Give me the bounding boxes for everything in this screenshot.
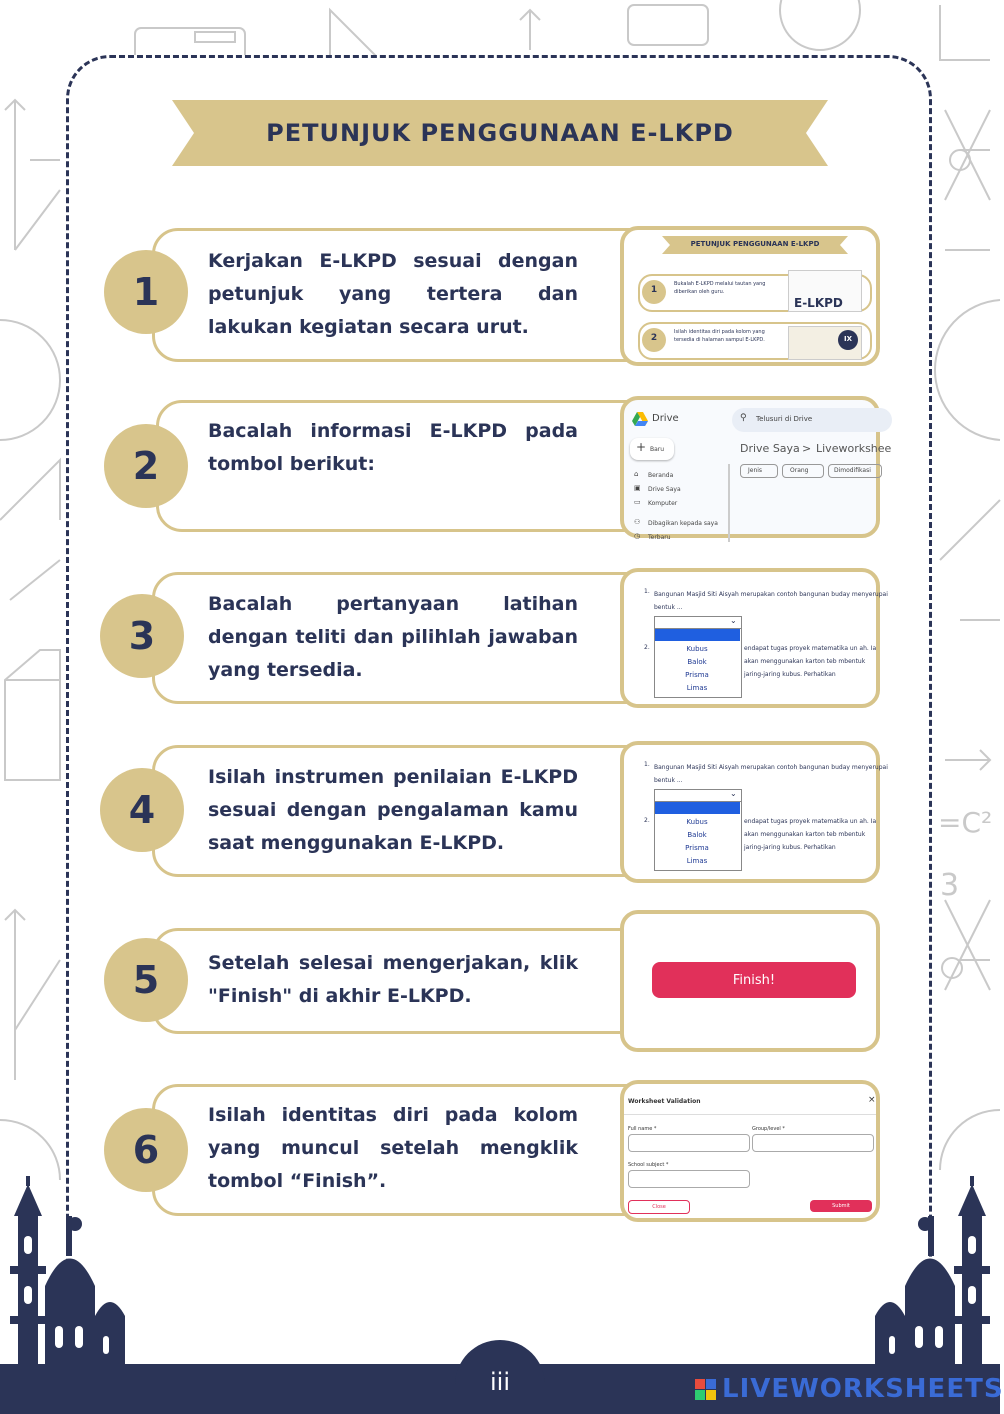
step-4-screenshot: [620, 741, 888, 883]
drive-breadcrumb-separator: >: [802, 442, 812, 455]
step-5-screenshot: [620, 910, 880, 1052]
question-1-number: 1.: [644, 761, 650, 768]
drive-search-placeholder: Telusuri di Drive: [756, 415, 813, 423]
page-title: PETUNJUK PENGGUNAAN E-LKPD: [266, 119, 734, 147]
option-limas[interactable]: Limas: [686, 857, 708, 865]
full-name-label: Full name *: [628, 1126, 657, 1132]
step-3-text: Bacalah pertanyaan latihan dengan teliti dan pilihlah jawaban yang tersedia.: [208, 593, 578, 681]
mini-item-2-badge: IX: [843, 335, 852, 343]
drive-breadcrumb-root[interactable]: Drive Saya: [740, 442, 800, 455]
step-3-number: 3: [100, 594, 184, 678]
filter-orang-label: Orang: [790, 467, 809, 474]
dropdown-highlight: [655, 629, 740, 641]
mosque-right-silhouette: [875, 1176, 1000, 1376]
school-subject-label: School subject *: [628, 1162, 669, 1168]
drive-nav-beranda[interactable]: Beranda: [648, 472, 674, 479]
drive-app-name: Drive: [652, 413, 679, 424]
computer-icon: ▭: [634, 498, 641, 506]
step-4-number: 4: [100, 768, 184, 852]
recent-icon: ◷: [634, 532, 641, 540]
step-1-number: 1: [104, 250, 188, 334]
chevron-down-icon: ⌄: [730, 616, 737, 625]
full-name-field[interactable]: [628, 1134, 750, 1152]
option-balok[interactable]: Balok: [687, 658, 707, 666]
svg-text:=C²: =C²: [938, 806, 993, 839]
step-4-text: Isilah instrumen penilaian E-LKPD sesuai dengan pengalaman kamu saat menggunakan E-LKPD.: [208, 766, 578, 854]
filter-dimodifikasi-label: Dimodifikasi: [834, 467, 871, 474]
drive-sidebar-scrollbar[interactable]: [728, 464, 730, 542]
question-2-number: 2.: [644, 817, 650, 824]
question-1-number: 1.: [644, 588, 650, 595]
option-kubus[interactable]: Kubus: [686, 818, 708, 826]
mini-item-2-number: 2: [650, 333, 658, 343]
step-5-text: Setelah selesai mengerjakan, klik "Finish" di akhir E-LKPD.: [208, 952, 578, 1007]
page-number: iii: [455, 1340, 545, 1414]
shared-icon: ⚇: [634, 518, 641, 526]
step-6-screenshot: [620, 1080, 880, 1222]
option-balok[interactable]: Balok: [687, 831, 707, 839]
drive-nav-drive-saya[interactable]: Drive Saya: [648, 486, 681, 493]
drive-nav-recent[interactable]: Terbaru: [648, 534, 671, 541]
step-6-text: Isilah identitas diri pada kolom yang muncul setelah mengklik tombol “Finish”.: [208, 1104, 578, 1192]
option-kubus[interactable]: Kubus: [686, 645, 708, 653]
drive-icon: ▣: [634, 484, 641, 492]
svg-text:3: 3: [940, 868, 960, 903]
step-2-screenshot: [620, 396, 892, 541]
step-1-screenshot: [620, 226, 880, 366]
drive-nav-komputer[interactable]: Komputer: [648, 500, 678, 507]
mini-item-1-badge: E-LKPD: [794, 296, 843, 310]
step-1-text: Kerjakan E-LKPD sesuai dengan petunjuk yang tertera dan lakukan kegiatan secara urut.: [208, 250, 578, 338]
question-2-text: endapat tugas proyek matematika un ah. Ia akan menggunakan karton teb mbentuk jaring-jaring kubus. Perhatikan: [744, 645, 877, 678]
mosque-left-silhouette: [0, 1176, 125, 1376]
step-3-screenshot: [620, 568, 888, 708]
filter-jenis-label: Jenis: [748, 467, 763, 474]
mini-item-2-text: Isilah identitas diri pada kolom yang tersedia di halaman sampul E-LKPD.: [674, 329, 765, 343]
drive-new-label: Baru: [650, 446, 665, 453]
drive-breadcrumb-current[interactable]: Liveworkshee: [816, 442, 892, 455]
option-prisma[interactable]: Prisma: [685, 671, 709, 679]
mini-title: PETUNJUK PENGGUNAAN E-LKPD: [690, 240, 820, 248]
group-level-label: Group/level *: [752, 1126, 785, 1132]
home-icon: ⌂: [634, 470, 639, 478]
question-1-text: Bangunan Masjid Siti Aisyah merupakan contoh bangunan buday menyerupai bentuk ...: [654, 764, 888, 784]
close-button[interactable]: Close: [628, 1200, 690, 1214]
question-2-number: 2.: [644, 644, 650, 651]
drive-nav-shared[interactable]: Dibagikan kepada saya: [648, 520, 718, 527]
dialog-divider: [624, 1114, 876, 1115]
drive-logo-icon: [632, 412, 648, 426]
step-2-text: Bacalah informasi E-LKPD pada tombol berikut:: [208, 420, 578, 475]
search-icon: ⚲: [740, 413, 747, 423]
step-5-number: 5: [104, 938, 188, 1022]
finish-button[interactable]: Finish!: [652, 962, 856, 998]
school-subject-field[interactable]: [628, 1170, 750, 1188]
step-6-number: 6: [104, 1108, 188, 1192]
liveworksheets-logo-icon: [695, 1379, 716, 1400]
question-1-text: Bangunan Masjid Siti Aisyah merupakan contoh bangunan buday menyerupai bentuk ...: [654, 591, 888, 611]
submit-button[interactable]: Submit: [810, 1200, 872, 1212]
mini-item-1-text: Bukalah E-LKPD melalui tautan yang diberikan oleh guru.: [674, 281, 766, 295]
group-level-field[interactable]: [752, 1134, 874, 1152]
question-2-text: endapat tugas proyek matematika un ah. Ia akan menggunakan karton teb mbentuk jaring-jaring kubus. Perhatikan: [744, 818, 877, 851]
dialog-title: Worksheet Validation: [628, 1098, 701, 1105]
dropdown-highlight: [655, 802, 740, 814]
mini-item-1-number: 1: [650, 285, 658, 295]
liveworksheets-watermark: [695, 1374, 1004, 1404]
option-limas[interactable]: Limas: [686, 684, 708, 692]
close-icon[interactable]: ×: [868, 1095, 876, 1105]
chevron-down-icon: ⌄: [730, 789, 737, 798]
plus-icon: +: [636, 440, 647, 454]
liveworksheets-text: LIVEWORKSHEETS: [722, 1374, 1004, 1404]
option-prisma[interactable]: Prisma: [685, 844, 709, 852]
step-2-number: 2: [104, 424, 188, 508]
